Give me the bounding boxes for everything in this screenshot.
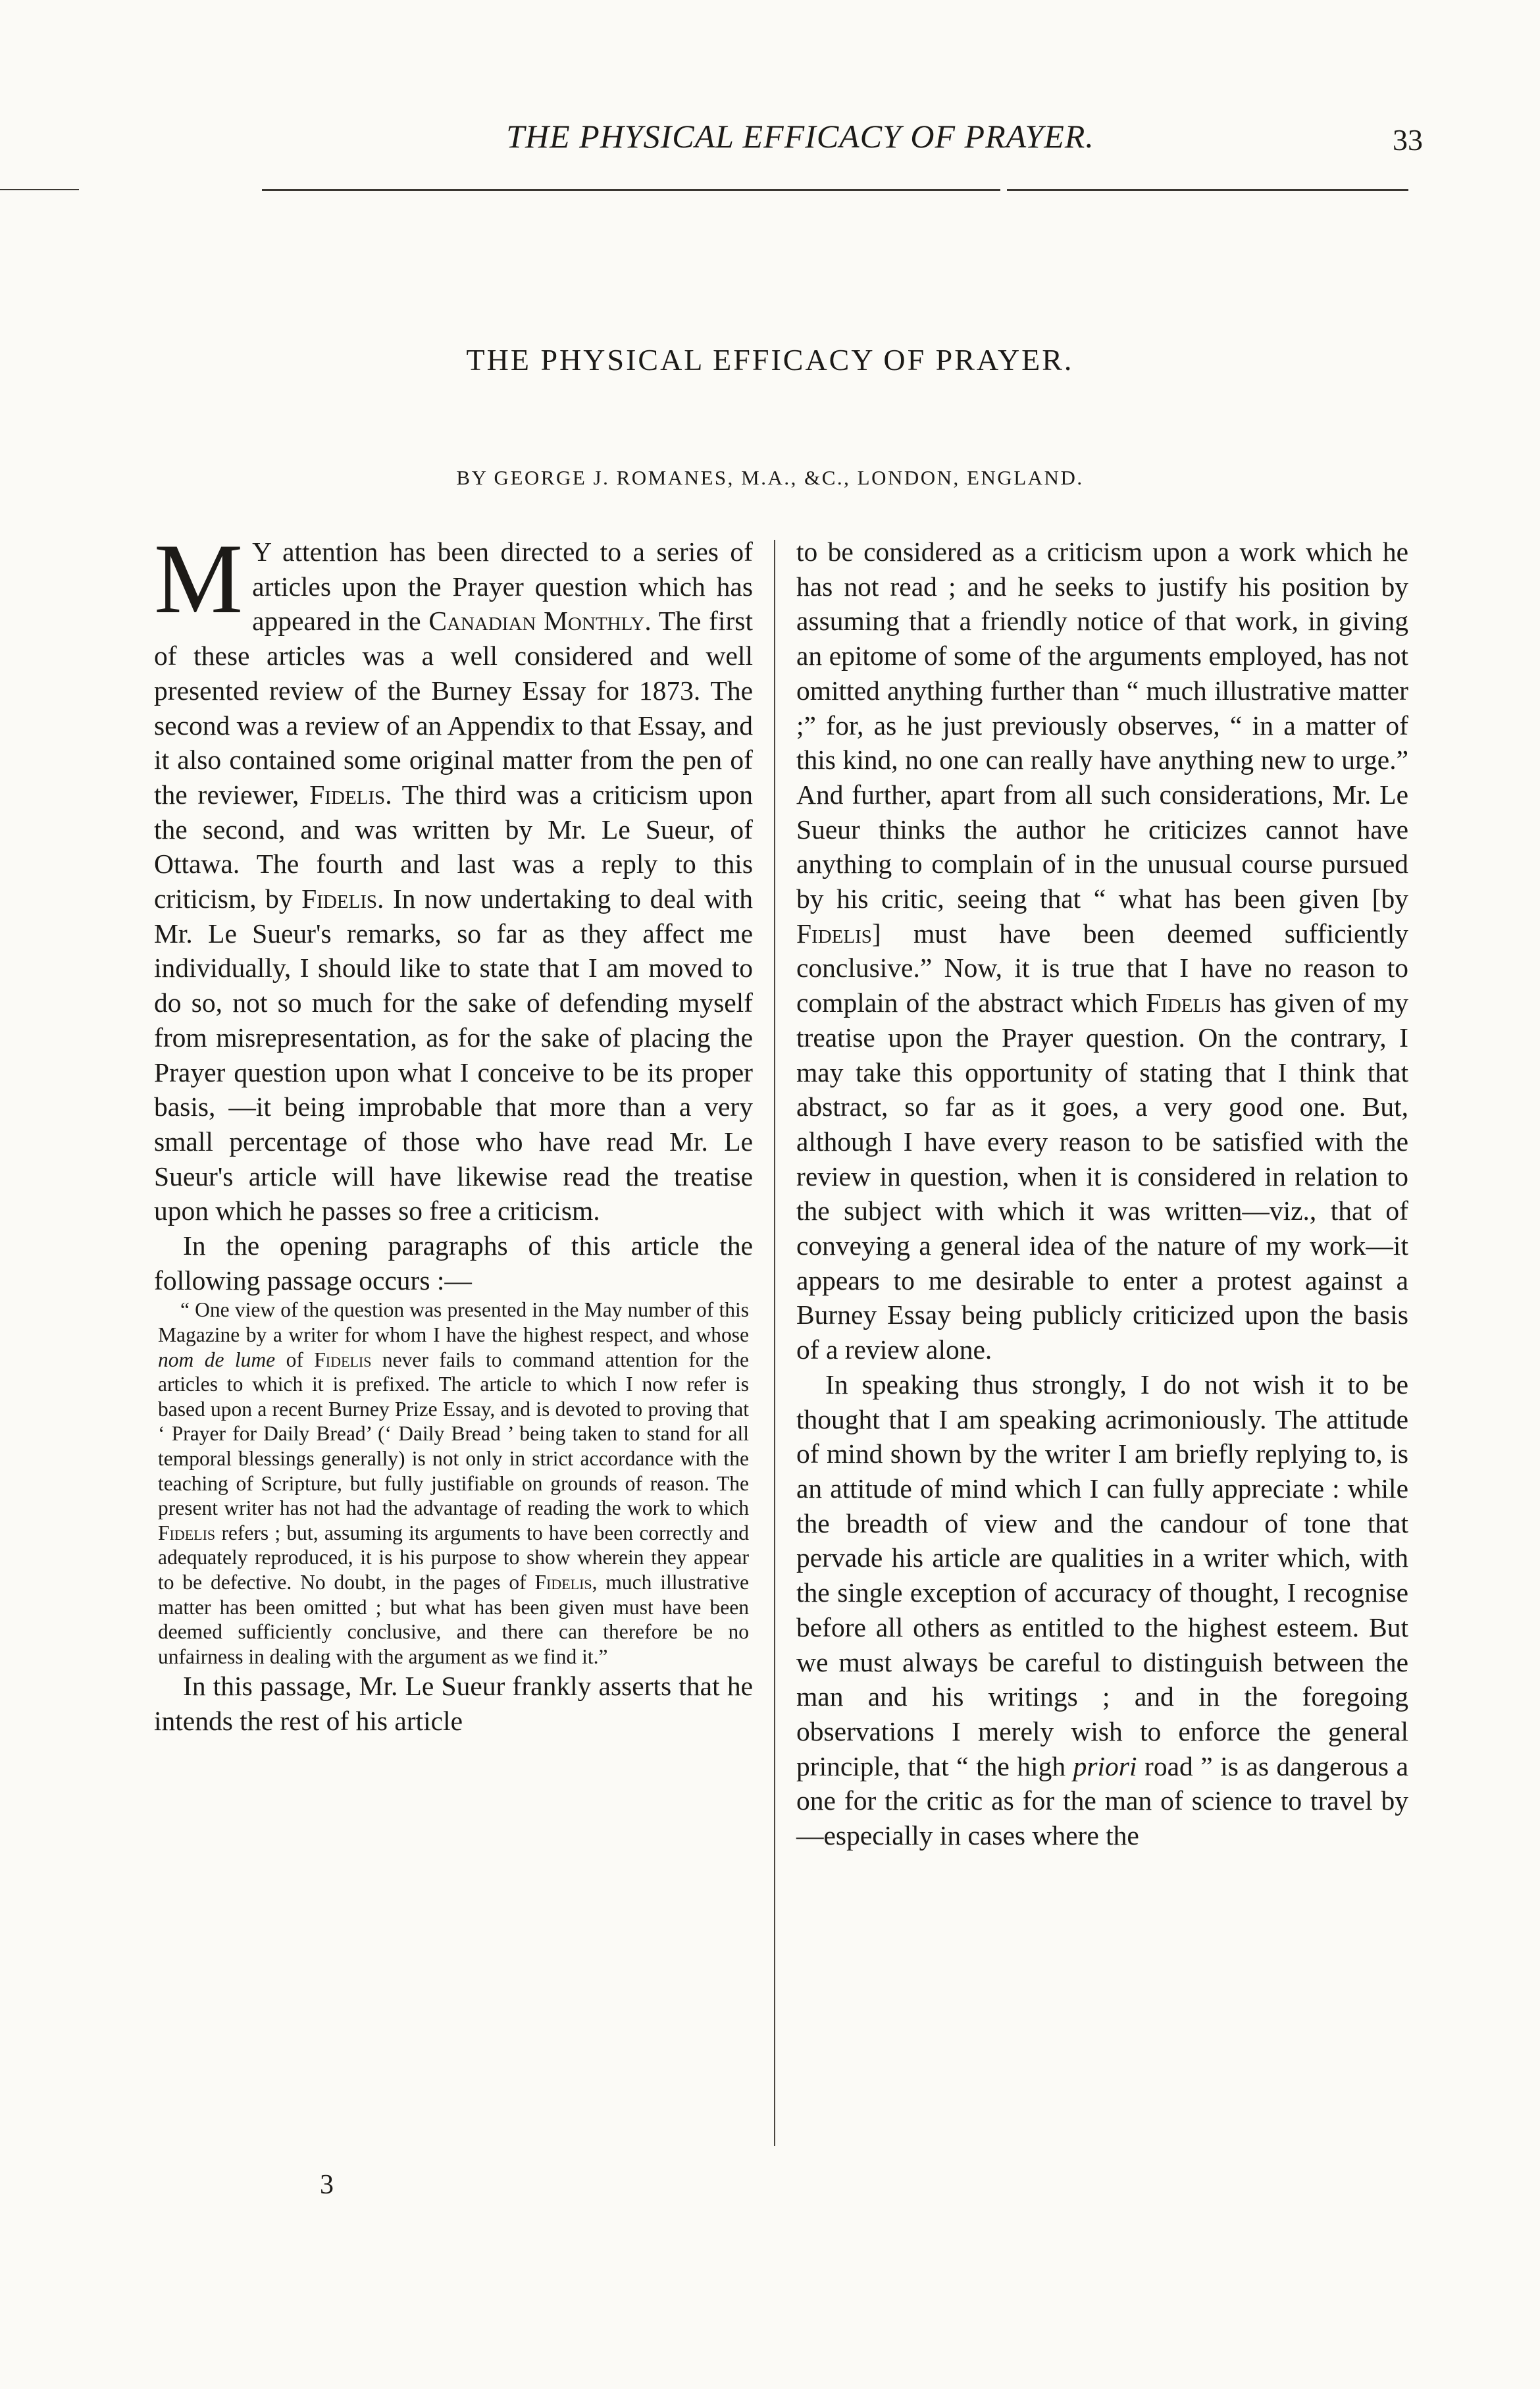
text-run: . The third was a criticism upon the second, and was written by Mr. Le Sueur, of Ottawa. The fourth and last was a reply to this criticism, by bbox=[154, 779, 754, 914]
running-head bbox=[178, 99, 1423, 165]
pen-name: Fidelis bbox=[1146, 987, 1222, 1018]
text-run: to be considered as a criticism upon a work which he has not read ; and he seeks to justify his position by assuming that a friendly notice of that work, in giving an epitome of some of the arguments employed, has not omitted anything further than “ much illustrative matter ;” for, as he just previously observes, “ in a matter of this kind, no one can really have anything new to urge.” And further, apart from all such considerations, Mr. Le Sueur thinks the author he criticizes cannot have anything to complain of in the unusual course pursued by his critic, seeing that “ what has been given [by bbox=[796, 537, 1408, 914]
page-number: 33 bbox=[1393, 123, 1423, 157]
signature-mark: 3 bbox=[320, 2170, 334, 2200]
header-rule-right bbox=[1007, 189, 1408, 191]
paragraph: In this passage, Mr. Le Sueur frankly asserts that he intends the rest of his article bbox=[154, 1671, 753, 1737]
text-run: Y attention has been directed to a series of articles upon the Prayer question which has appeared in the bbox=[252, 537, 753, 637]
left-column bbox=[154, 523, 754, 1739]
text-run: never fails to command attention for the articles to which it is prefixed. The article to which I now refer is based upon a recent Burney Prize Essay, and is devoted to proving that ‘ Prayer for Daily Bread’ (‘ Daily Bread ’ being taken to stand for all temporal blessings generally) is not only in strict accordance with the teaching of Scripture, but fully justifiable on grounds of reason. The present writer has not had the advantage of reading the work to which bbox=[158, 1348, 749, 1520]
text-run: ] must have been deemed sufficiently conclusive.” Now, it is true that I have no reason to complain of the abstract which bbox=[796, 918, 1408, 1018]
paragraph bbox=[796, 535, 1408, 1367]
paragraph: In the opening paragraphs of this article the following passage occurs :— bbox=[154, 1230, 753, 1296]
pen-name: Fidelis bbox=[158, 1521, 216, 1544]
text-run: refers ; but, assuming its arguments to have been correctly and adequately reproduced, it is his purpose to show wherein they appear to be defective. No doubt, in the pages of bbox=[158, 1521, 749, 1594]
publication-name: Canadian Monthly bbox=[428, 606, 645, 637]
header-rule-edge bbox=[0, 189, 79, 190]
pen-name: Fidelis bbox=[301, 883, 378, 914]
pen-name: Fidelis bbox=[796, 918, 872, 949]
block-quote bbox=[154, 1298, 753, 1669]
drop-cap: M bbox=[154, 523, 244, 634]
paragraph bbox=[154, 523, 754, 1228]
text-run: . The first of these articles was a well considered and well presented review of the Burney Essay for 1873. The second was a review of an Appendix to that Essay, and it also contained some original matter from the pen of the reviewer, bbox=[154, 606, 753, 810]
text-run: of bbox=[275, 1348, 315, 1371]
text-run: road ” is as dangerous a one for the critic as for the man of science to travel by—especially in cases where the bbox=[796, 1750, 1408, 1851]
pen-name: Fidelis bbox=[309, 779, 386, 810]
right-column bbox=[796, 535, 1408, 1853]
paragraph bbox=[796, 1367, 1408, 1853]
text-run: , much illustrative matter has been omitted ; but what has been given must have been deemed sufficiently conclusive, and there can therefore be no unfairness in dealing with the argument as we find it.” bbox=[158, 1571, 749, 1668]
article-title: THE PHYSICAL EFFICACY OF PRAYER. bbox=[466, 343, 1074, 377]
header-rule-left bbox=[262, 189, 1000, 191]
column-divider bbox=[774, 540, 775, 2146]
running-head-title: THE PHYSICAL EFFICACY OF PRAYER. bbox=[506, 118, 1094, 155]
pen-name: Fidelis bbox=[314, 1348, 372, 1371]
pen-name: Fidelis bbox=[534, 1571, 592, 1594]
text-run: . In now undertaking to deal with Mr. Le Sueur's remarks, so far as they affect me individually, I should like to state that I am moved to do so, not so much for the sake of defending myself from misrepresentation, as for the sake of placing the Prayer question upon what I conceive to be its proper basis, —it being improbable that more than a very small percentage of those who have read Mr. Le Sueur's article will have likewise read the treatise upon which he passes so free a criticism. bbox=[154, 883, 753, 1226]
italic-phrase: nom de lume bbox=[158, 1348, 276, 1371]
article-byline: BY GEORGE J. ROMANES, M.A., &C., LONDON, ENGLAND. bbox=[456, 466, 1084, 489]
text-run: In speaking thus strongly, I do not wish it to be thought that I am speaking acrimoniously. The attitude of mind shown by the writer I am briefly replying to, is an attitude of mind which I can fully appreciate : while the breadth of view and the candour of tone that pervade his article are qualities in a writer which, with the single exception of accuracy of thought, I recognise before all others as entitled to the highest esteem. But we must always be careful to distinguish between the man and his writings ; and in the foregoing observations I merely wish to enforce the general principle, that “ the high bbox=[796, 1369, 1408, 1781]
text-run: “ One view of the question was presented in the May number of this Magazine by a writer for whom I have the highest respect, and whose bbox=[158, 1298, 749, 1347]
text-run: has given of my treatise upon the Prayer question. On the contrary, I may take this opportunity of stating that I think that abstract, so far as it goes, a very good one. But, although I have every reason to be satisfied with the review in question, when it is considered in relation to the subject with which it was written—viz., that of conveying a general idea of the nature of my work—it appears to me desirable to enter a protest against a Burney Essay being publicly criticized upon the basis of a review alone. bbox=[796, 987, 1408, 1365]
italic-phrase: priori bbox=[1073, 1750, 1137, 1781]
